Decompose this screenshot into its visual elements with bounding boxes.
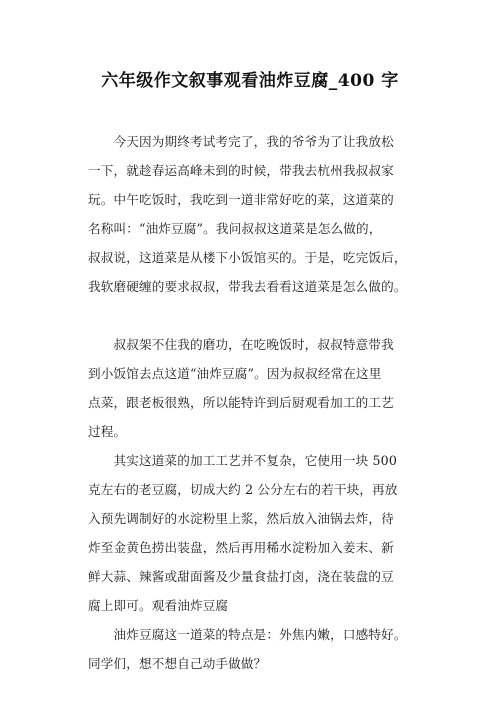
text-line: 炸至金黄色捞出装盘，然后再用稀水淀粉加入姜末、新	[88, 540, 394, 555]
paragraph-3	[88, 446, 428, 620]
text-line: 点菜，跟老板很熟，所以能特许到后厨观看加工的工艺	[88, 395, 394, 410]
text-line: 叔叔说，这道菜是从楼下小饭馆买的。于是，吃完饭后，	[88, 250, 407, 265]
paragraph-2	[88, 330, 428, 446]
text-line: 玩。中午吃饭时，我吃到一道非常好吃的菜，这道菜的	[88, 192, 394, 207]
document-title: 六年级作文叙事观看油炸豆腐_400 字	[101, 71, 399, 91]
text-line: 到小饭馆去点这道“油炸豆腐”。因为叔叔经常在这里	[88, 366, 382, 381]
text-line: 克左右的老豆腐，切成大约 2 公分左右的若干块，再放	[88, 482, 398, 497]
text-line: 名称叫：“油炸豆腐”。我问叔叔这道菜是怎么做的，	[88, 221, 382, 236]
text-line: 一下，就趁春运高峰未到的时候，带我去杭州我叔叔家	[88, 163, 394, 178]
text-line: 我软磨硬缠的要求叔叔，带我去看看这道菜是怎么做的。	[88, 279, 407, 294]
text-line: 腐上即可。观看油炸豆腐	[88, 598, 229, 613]
paragraph-gap	[88, 301, 428, 330]
text-line: 叔叔架不住我的磨功，在吃晚饭时，叔叔特意带我	[88, 337, 394, 352]
text-line: 过程。	[88, 424, 127, 439]
text-line: 油炸豆腐这一道菜的特点是：外焦内嫩，口感特好。	[88, 627, 407, 642]
text-line: 入预先调制好的水淀粉里上浆，然后放入油锅去炸，待	[88, 511, 394, 526]
paragraph-4	[88, 620, 428, 678]
document-body	[88, 127, 428, 678]
text-line: 其实这道菜的加工工艺并不复杂，它使用一块 500	[88, 453, 398, 468]
paragraph-1	[88, 127, 428, 301]
text-line: 鲜大蒜、辣酱或甜面酱及少量食盐打卤，浇在装盘的豆	[88, 569, 394, 584]
text-line: 今天因为期终考试考完了，我的爷爷为了让我放松	[88, 134, 394, 149]
text-line: 同学们，想不想自己动手做做？	[88, 656, 267, 671]
